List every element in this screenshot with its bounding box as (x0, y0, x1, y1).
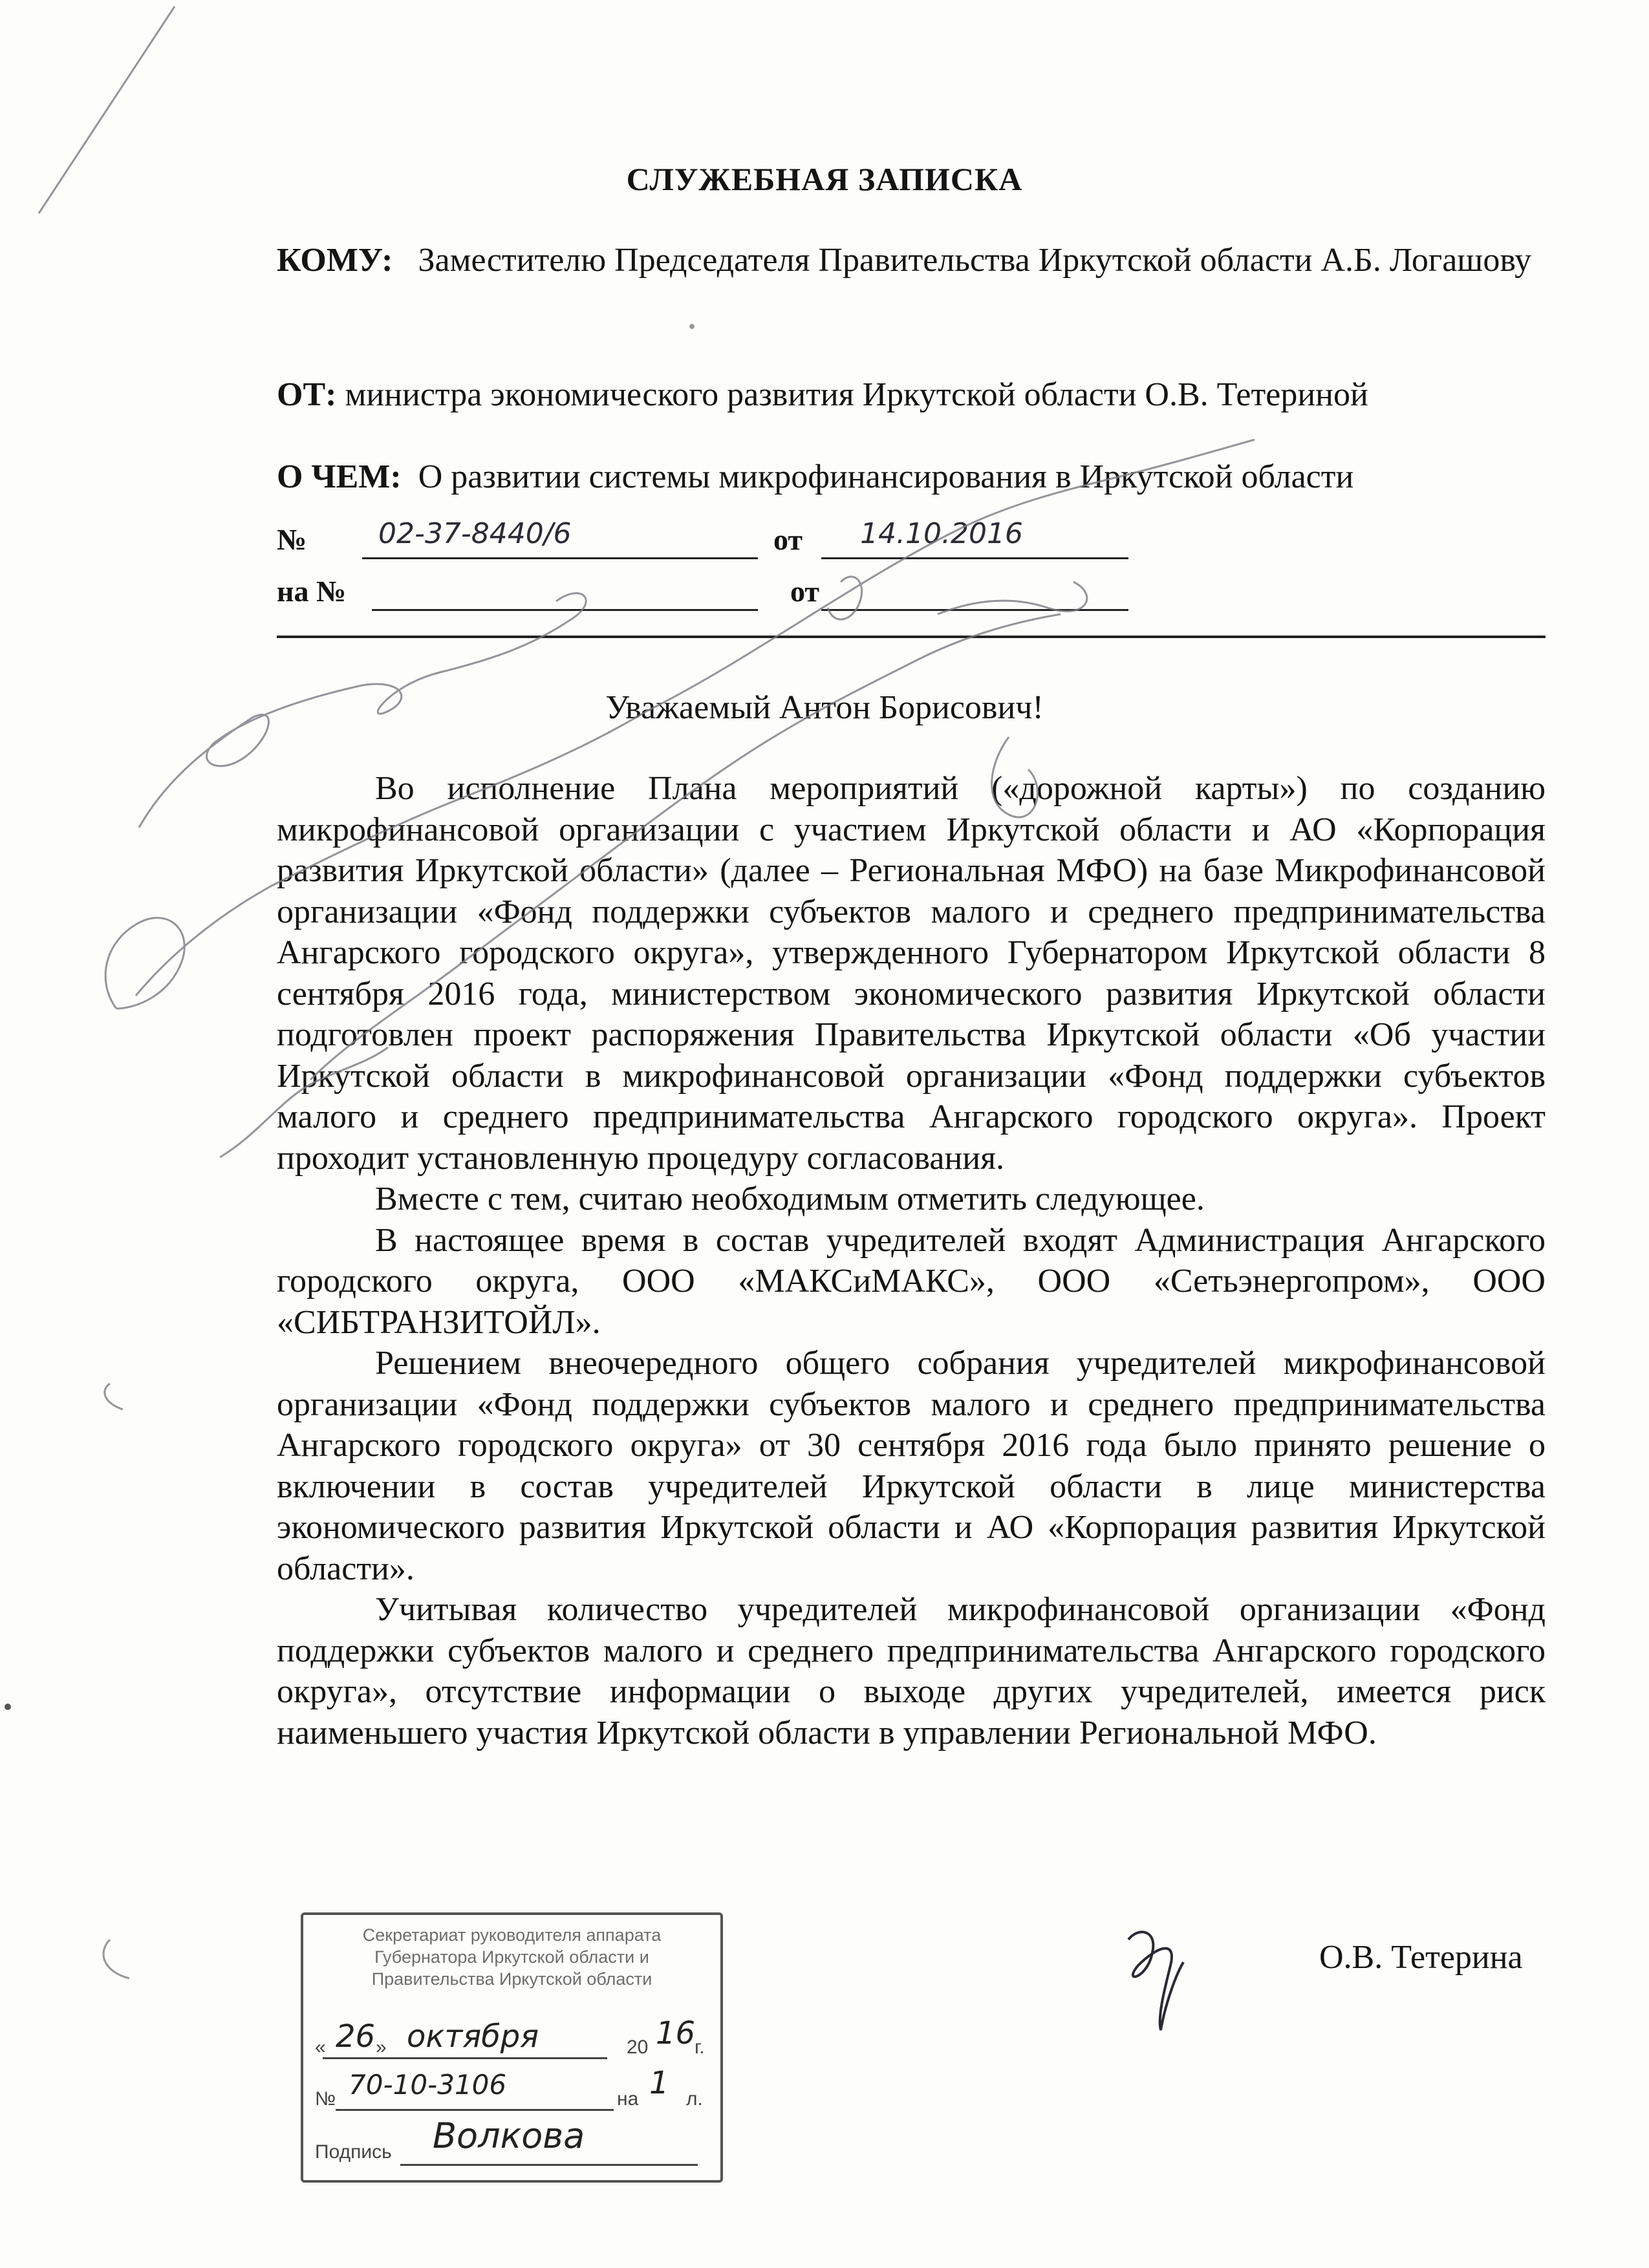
to-label: КОМУ: (277, 242, 393, 279)
stamp-quote-open: « (315, 2037, 326, 2058)
paragraph-5: Учитывая количество учредителей микрофинансовой организации «Фонд поддержки субъектов малого и среднего предпринимательства Ангарского городского округа», отсутствие информации о выходе других учредителей, имеется риск наименьшего участия Иркутской области в управлении Региональной МФО. (277, 1591, 1546, 1751)
paragraph-3: В настоящее время в состав учредителей входят Администрация Ангарского городского округа, ООО «МАКСиМАКС», ООО «Сетьэнергопром», ООО «СИБТРАНЗИТОЙЛ». (277, 1221, 1546, 1341)
stamp-line-1: Секретариат руководителя аппарата (362, 1925, 662, 1945)
stamp-year-prefix: 20 (627, 2037, 649, 2058)
reply-number-label: на № (277, 575, 347, 608)
to-value: Заместителю Председателя Правительства Иркутской области А.Б. Логашову (418, 242, 1532, 279)
stamp-month: октября (407, 2018, 539, 2055)
subject-value: О развитии системы микрофинансирования в Иркутской области (418, 458, 1354, 495)
paragraph-4: Решением внеочередного общего собрания учредителей микрофинансовой организации «Фонд поддержки субъектов малого и среднего предпринимательства Ангарского городского округа» от 30 сентября 2016 года было принято решение о включении в состав учредителей Иркутской области в лице министерства экономического развития Иркутской области и АО «Корпорация развития Иркутской области». (277, 1345, 1546, 1587)
number-label: № (277, 523, 307, 556)
from-label: ОТ: (277, 376, 337, 413)
number-value: 02-37-8440/6 (378, 517, 572, 550)
stamp-signature: Волкова (433, 2115, 585, 2156)
stamp-sheets: 1 (649, 2065, 669, 2101)
stamp-year-suffix: 16 (656, 2015, 696, 2051)
greeting: Уважаемый Антон Борисович! (605, 689, 1044, 726)
paragraph-2: Вместе с тем, считаю необходимым отметить следующее. (375, 1181, 1205, 1217)
stamp-day: 26 (336, 2018, 376, 2055)
stamp-sheets-label: на (617, 2088, 639, 2110)
from-value: министра экономического развития Иркутской области О.В. Тетериной (345, 376, 1368, 413)
stamp-quote-close: » (376, 2037, 387, 2058)
stamp-line-3: Правительства Иркутской области (371, 1969, 652, 1989)
stamp-number: 70-10-3106 (349, 2069, 507, 2101)
reply-date-label: от (790, 575, 819, 608)
date-value: 14.10.2016 (860, 517, 1023, 550)
stamp-year-unit: г. (695, 2037, 705, 2058)
date-label: от (773, 523, 803, 556)
document-title: СЛУЖЕБНАЯ ЗАПИСКА (626, 161, 1023, 197)
signer-name: О.В. Тетерина (1319, 1939, 1523, 1976)
paragraph-1: Во исполнение Плана мероприятий («дорожной карты») по созданию микрофинансовой организации с участием Иркутской области и АО «Корпорация развития Иркутской области» (далее – Региональная МФО) на базе Микрофинансовой организации «Фонд поддержки субъектов малого и среднего предпринимательства Ангарского городского округа», утвержденного Губернатором Иркутской области 8 сентября 2016 года, министерством экономического развития Иркутской области подготовлен проект распоряжения Правительства Иркутской области «Об участии Иркутской области в микрофинансовой организации «Фонд поддержки субъектов малого и среднего предпринимательства Ангарского городского округа». Проект проходит установленную процедуру согласования. (277, 770, 1546, 1177)
stamp-signature-label: Подпись (315, 2141, 392, 2163)
stamp-number-label: № (315, 2088, 336, 2110)
stamp-sheets-unit: л. (686, 2088, 703, 2110)
subject-label: О ЧЕМ: (277, 458, 402, 495)
stamp-line-2: Губернатора Иркутской области и (374, 1947, 649, 1967)
